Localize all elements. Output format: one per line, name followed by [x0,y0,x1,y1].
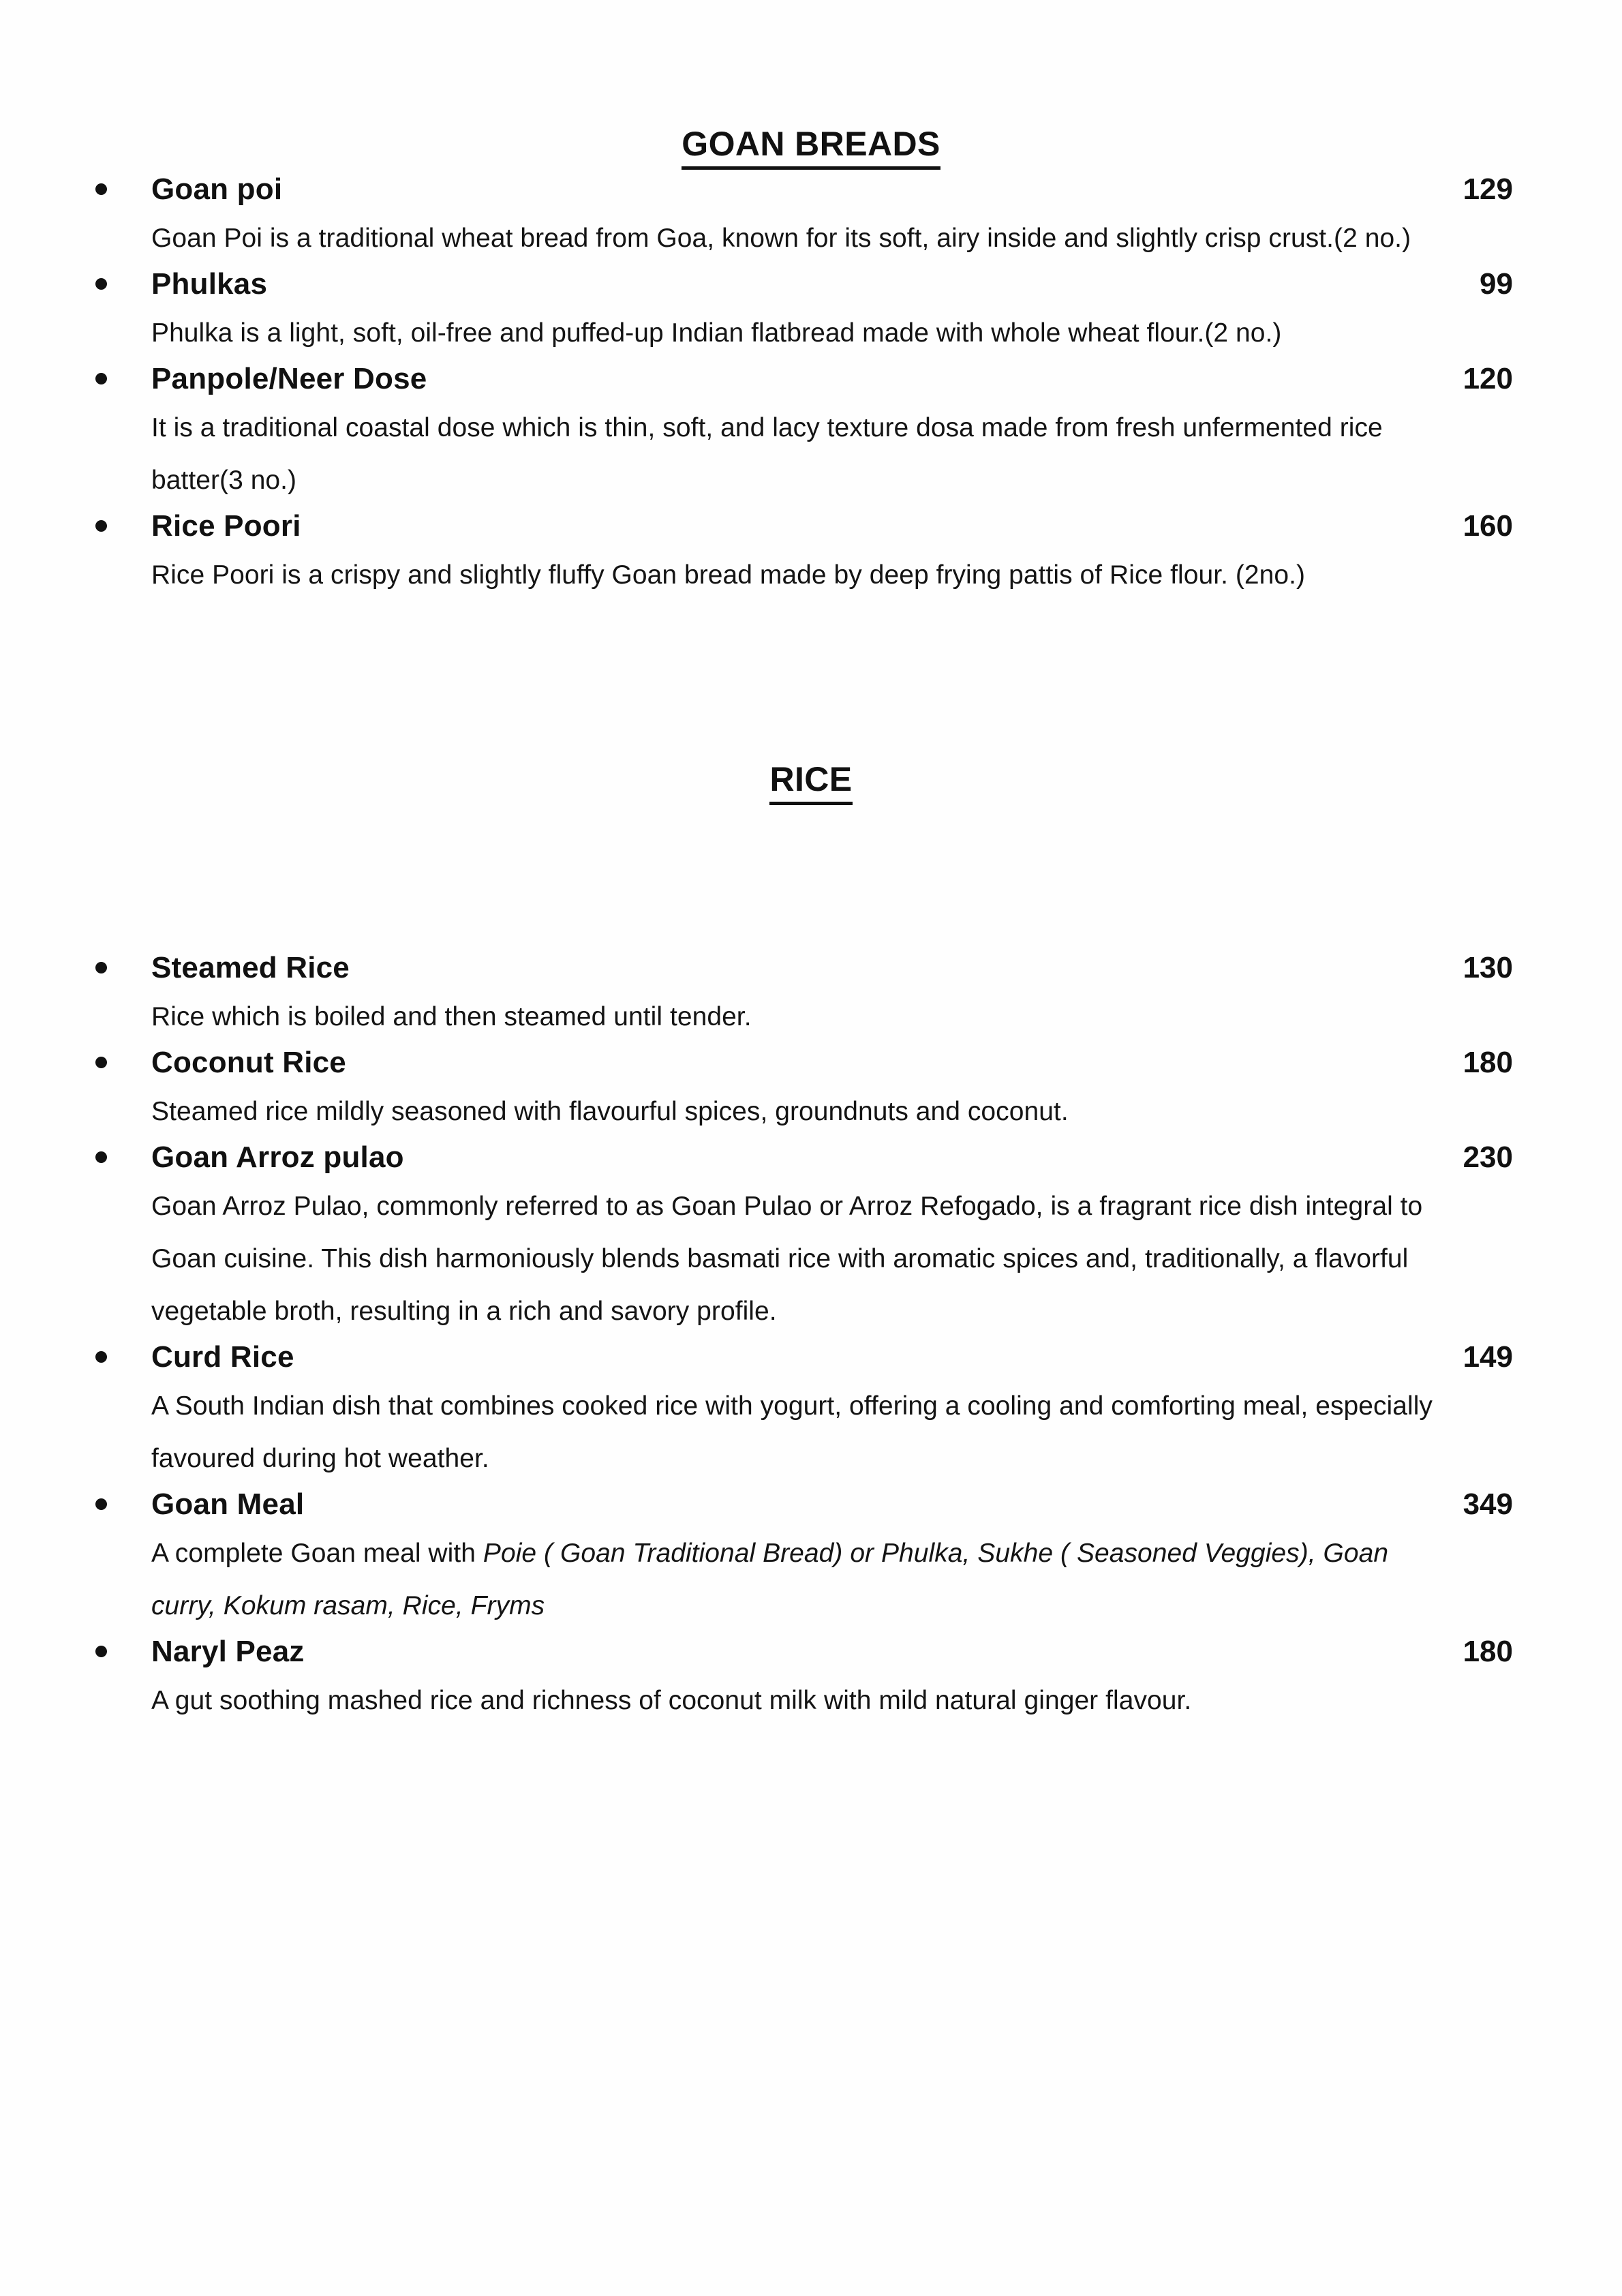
menu-item-description: Rice which is boiled and then steamed until tender. [151,1002,752,1031]
menu-item-price: 180 [1463,1635,1513,1668]
menu-item-description [151,1527,1465,1632]
menu-item[interactable] [0,359,1622,507]
menu-item[interactable] [0,1043,1622,1138]
menu-item-name: Steamed Rice [151,951,350,984]
section-heading-rice-text: RICE [769,759,852,805]
menu-item-description: It is a traditional coastal dose which is thin, soft, and lacy texture dosa made from fresh unfermented rice batter(3 no.) [151,413,1383,495]
menu-item-head [151,1043,1513,1085]
menu-item-head [151,265,1513,307]
bullet-icon [95,278,107,290]
menu-item-name: Phulkas [151,267,268,301]
menu-item-head [151,948,1513,991]
bullet-icon [95,373,107,384]
bullet-icon [95,1498,107,1510]
menu-item[interactable] [0,948,1622,1043]
menu-item[interactable] [0,170,1622,265]
page-bottom-spacer [0,1727,1622,1952]
bullet-icon [95,183,107,195]
menu-item-price: 99 [1480,267,1513,301]
menu-item-description: Steamed rice mildly seasoned with flavourful spices, groundnuts and coconut. [151,1097,1069,1126]
bullet-icon [95,520,107,532]
bullet-icon [95,1151,107,1163]
section-heading-rice [0,759,1622,805]
menu-item-price: 160 [1463,509,1513,543]
section-heading-goan-breads-text: GOAN BREADS [682,124,940,170]
menu-item[interactable] [0,265,1622,359]
bullet-icon [95,1351,107,1363]
menu-item-price: 230 [1463,1141,1513,1174]
menu-item[interactable] [0,507,1622,601]
menu-item-price: 180 [1463,1046,1513,1079]
menu-item-head [151,1485,1513,1527]
bullet-icon [95,962,107,973]
menu-item[interactable] [0,1338,1622,1485]
menu-item-description: Rice Poori is a crispy and slightly fluffy Goan bread made by deep frying pattis of Rice flour. (2no.) [151,560,1306,590]
menu-item-head [151,507,1513,549]
menu-item-name: Goan poi [151,172,283,206]
menu-item[interactable] [0,1632,1622,1727]
menu-item-price: 130 [1463,951,1513,984]
menu-item-description: Goan Poi is a traditional wheat bread from Goa, known for its soft, airy inside and slightly crisp crust.(2 no.) [151,224,1411,253]
menu-item-price: 349 [1463,1487,1513,1521]
menu-item-head [151,170,1513,212]
menu-item-description: A gut soothing mashed rice and richness of coconut milk with mild natural ginger flavour. [151,1686,1192,1715]
menu-item-name: Rice Poori [151,509,301,543]
menu-item-head [151,1138,1513,1180]
section-spacer [0,601,1622,759]
menu-item-name: Curd Rice [151,1340,294,1374]
menu-item-price: 149 [1463,1340,1513,1374]
menu-list-rice [0,948,1622,1727]
menu-item-head [151,359,1513,402]
section-heading-goan-breads [0,0,1622,170]
menu-item-description-italic: Poie ( Goan Traditional Bread) or Phulka, Sukhe ( Seasoned Veggies), Goan curry, Kokum rasam, Rice, Fryms [151,1539,1389,1620]
menu-item-description: Phulka is a light, soft, oil-free and puffed-up Indian flatbread made with whole wheat flour.(2 no.) [151,318,1282,348]
menu-item[interactable] [0,1485,1622,1632]
menu-item-description: A South Indian dish that combines cooked rice with yogurt, offering a cooling and comforting meal, especially favoured during hot weather. [151,1391,1433,1473]
menu-item-name: Naryl Peaz [151,1635,305,1668]
menu-item-name: Goan Meal [151,1487,305,1521]
section-spacer [0,805,1622,948]
menu-item-price: 120 [1463,362,1513,395]
bullet-icon [95,1646,107,1657]
menu-list-goan-breads [0,170,1622,601]
menu-item-name: Goan Arroz pulao [151,1141,404,1174]
menu-item-price: 129 [1463,172,1513,206]
menu-item-head [151,1338,1513,1380]
menu-item-head [151,1632,1513,1674]
menu-item-description-plain: A complete Goan meal with [151,1539,483,1568]
menu-item-name: Coconut Rice [151,1046,346,1079]
bullet-icon [95,1057,107,1068]
menu-item[interactable] [0,1138,1622,1338]
menu-item-name: Panpole/Neer Dose [151,362,427,395]
menu-item-description: Goan Arroz Pulao, commonly referred to as Goan Pulao or Arroz Refogado, is a fragrant rice dish integral to Goan cuisine. This dish harmoniously blends basmati rice with aromatic spices and, traditionally, a flavorful vegetable broth, resulting in a rich and savory profile. [151,1192,1423,1326]
